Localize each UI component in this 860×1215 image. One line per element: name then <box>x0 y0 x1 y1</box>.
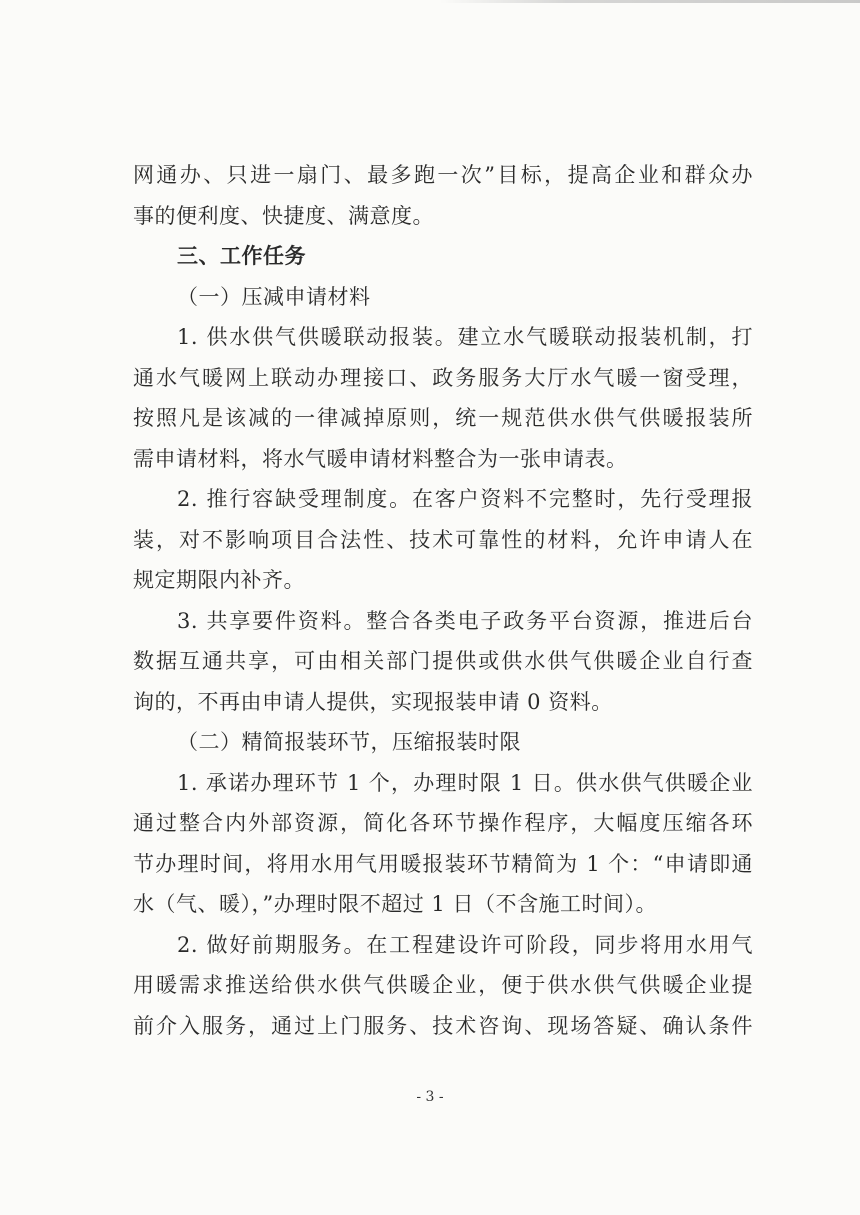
list-item-line: 通过整合内外部资源，简化各环节操作程序，大幅度压缩各环 <box>133 811 753 835</box>
paragraph-line: 网通办、只进一扇门、最多跑一次”目标，提高企业和群众办 <box>133 163 753 187</box>
list-item-paragraph <box>133 763 753 925</box>
scan-edge-shadow <box>440 0 860 3</box>
list-item-line: 节办理时间，将用水用气用暖报装环节精简为 1 个：“申请即通 <box>133 851 753 876</box>
list-item-line: 2. 推行容缺受理制度。在客户资料不完整时，先行受理报 <box>177 487 753 511</box>
list-item-line: 1. 供水供气供暖联动报装。建立水气暖联动报装机制，打 <box>177 325 753 349</box>
subsection-heading: （二）精简报装环节，压缩报装时限 <box>177 730 521 754</box>
list-item-line: 通水气暖网上联动办理接口、政务服务大厅水气暖一窗受理， <box>133 365 753 390</box>
list-item-paragraph <box>133 601 753 723</box>
list-item-line: 1. 承诺办理环节 1 个，办理时限 1 日。供水供气供暖企业 <box>177 770 753 795</box>
list-item-line: 装，对不影响项目合法性、技术可靠性的材料，允许申请人在 <box>133 527 753 552</box>
list-item-line: 数据互通共享，可由相关部门提供或供水供气供暖企业自行查 <box>133 649 753 673</box>
list-item-line: 3. 共享要件资料。整合各类电子政务平台资源，推进后台 <box>177 608 753 633</box>
page-number: - 3 - <box>416 1089 444 1105</box>
list-item-line: 按照凡是该减的一律减掉原则，统一规范供水供气供暖报装所 <box>133 406 753 430</box>
list-item-line: 水（气、暖），”办理时限不超过 1 日（不含施工时间）。 <box>133 892 657 916</box>
intro-paragraph <box>133 155 753 236</box>
list-item-line: 规定期限内补齐。 <box>133 568 305 592</box>
section-heading: 三、工作任务 <box>177 244 306 268</box>
list-item-line: 前介入服务，通过上门服务、技术咨询、现场答疑、确认条件 <box>133 1013 753 1038</box>
list-item-line: 2. 做好前期服务。在工程建设许可阶段，同步将用水用气 <box>177 932 753 957</box>
document-body <box>133 155 753 1046</box>
list-item-paragraph <box>133 479 753 601</box>
subsection-heading: （一）压减申请材料 <box>177 284 371 309</box>
list-item-paragraph <box>133 925 753 1047</box>
list-item-line: 用暖需求推送给供水供气供暖企业，便于供水供气供暖企业提 <box>133 973 753 997</box>
list-item-line: 需申请材料，将水气暖申请材料整合为一张申请表。 <box>133 446 628 471</box>
paragraph-line: 事的便利度、快捷度、满意度。 <box>133 203 434 228</box>
list-item-line: 询的，不再由申请人提供，实现报装申请 0 资料。 <box>133 689 613 714</box>
list-item-paragraph <box>133 317 753 479</box>
